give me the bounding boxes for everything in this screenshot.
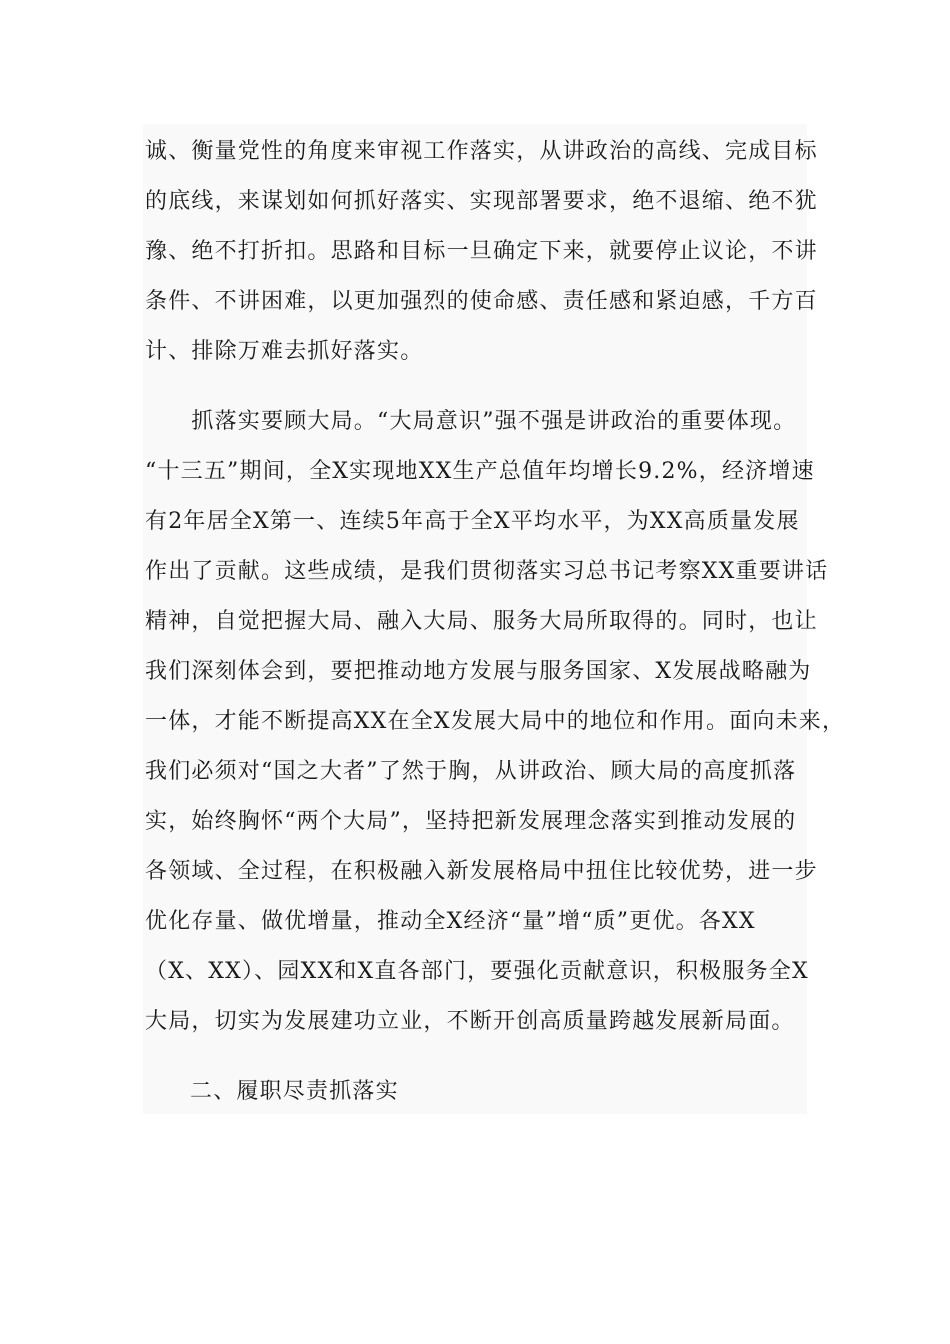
text-line: 我们深刻体会到，要把推动地方发展与服务国家、X发展战略融为 bbox=[145, 659, 812, 684]
section-heading: 二、履职尽责抓落实 bbox=[190, 1079, 399, 1104]
text-line: 的底线，来谋划如何抓好落实、实现部署要求，绝不退缩、绝不犹 bbox=[145, 189, 818, 214]
text-line: 优化存量、做优增量，推动全X经济“量”增“质”更优。各XX bbox=[145, 909, 756, 934]
text-line: 条件、不讲困难，以更加强烈的使命感、责任感和紧迫感，千方百 bbox=[145, 289, 818, 314]
text-line: 我们必须对“国之大者”了然于胸，从讲政治、顾大局的高度抓落 bbox=[145, 759, 797, 784]
text-line: 实，始终胸怀“两个大局”，坚持把新发展理念落实到推动发展的 bbox=[145, 809, 797, 834]
text-line: 豫、绝不打折扣。思路和目标一旦确定下来，就要停止议论，不讲 bbox=[145, 239, 818, 264]
text-line: 一体，才能不断提高XX在全X发展大局中的地位和作用。面向未来， bbox=[145, 709, 846, 734]
text-line: 各领域、全过程，在积极融入新发展格局中扭住比较优势，进一步 bbox=[145, 859, 818, 884]
text-line: 有2年居全X第一、连续5年高于全X平均水平，为XX高质量发展 bbox=[145, 509, 800, 534]
text-line: 精神，自觉把握大局、融入大局、服务大局所取得的。同时，也让 bbox=[145, 609, 818, 634]
text-line: 计、排除万难去抓好落实。 bbox=[145, 339, 424, 364]
text-line: 抓落实要顾大局。“大局意识”强不强是讲政治的重要体现。 bbox=[145, 409, 797, 434]
text-line: 大局，切实为发展建功立业，不断开创高质量跨越发展新局面。 bbox=[145, 1009, 795, 1034]
text-line: （X、XX）、园XX和X直各部门，要强化贡献意识，积极服务全X bbox=[145, 959, 809, 984]
text-line: “十三五”期间，全X实现地XX生产总值年均增长9.2%，经济增速 bbox=[145, 459, 815, 484]
text-line: 作出了贡献。这些成绩，是我们贯彻落实习总书记考察XX重要讲话 bbox=[145, 559, 829, 584]
text-line: 诚、衡量党性的角度来审视工作落实，从讲政治的高线、完成目标 bbox=[145, 139, 818, 164]
